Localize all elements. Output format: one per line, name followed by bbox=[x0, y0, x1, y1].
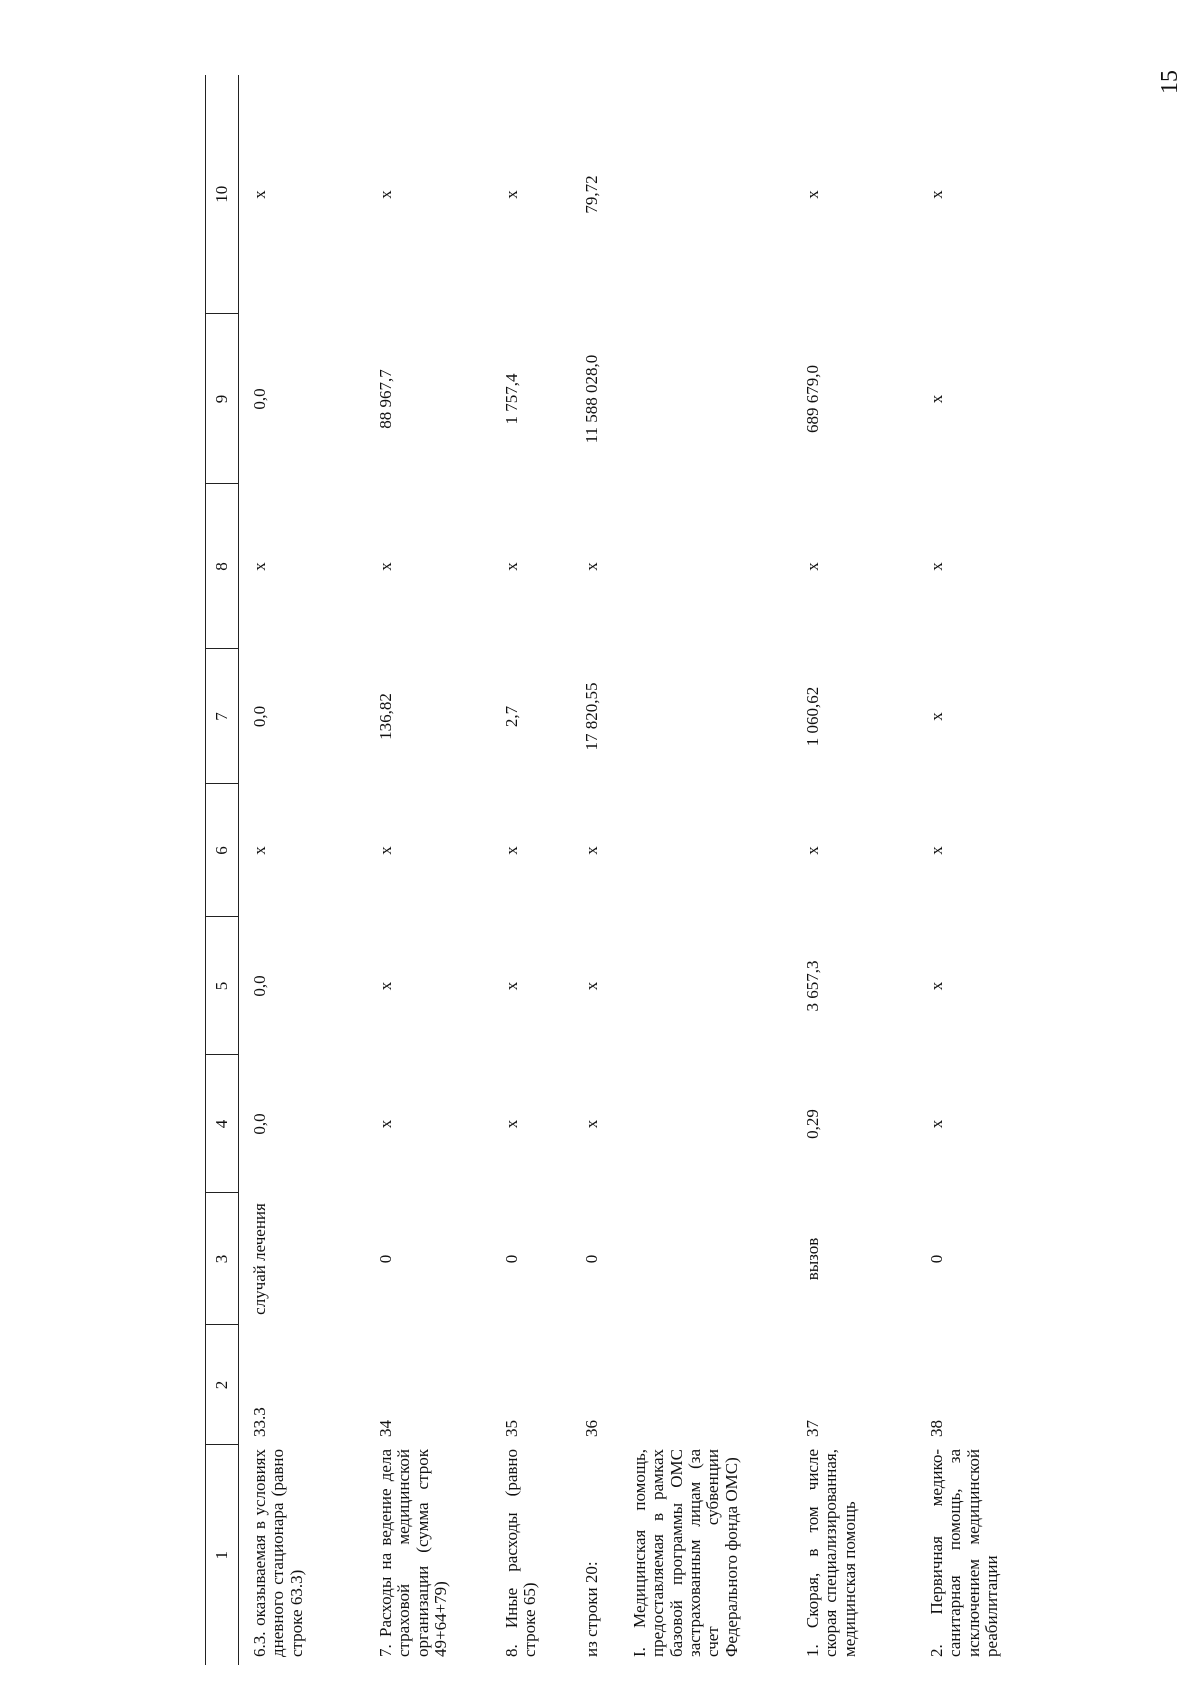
table-cell bbox=[619, 484, 792, 649]
table-row bbox=[916, 75, 1030, 1665]
table-cell: x bbox=[582, 981, 601, 991]
table-cell: x bbox=[502, 846, 521, 855]
row-code: 37 bbox=[803, 1420, 822, 1437]
row-code: 36 bbox=[582, 1420, 601, 1437]
table-cell: x bbox=[250, 846, 269, 855]
table-cell: 136,82 bbox=[376, 693, 395, 740]
table-cell: 2,7 bbox=[502, 705, 521, 728]
table-row bbox=[571, 75, 619, 1665]
row-name: 8. Иные расходы (равно строке 65) bbox=[502, 1449, 540, 1657]
table-row bbox=[491, 75, 571, 1665]
table-cell: 17 820,55 bbox=[582, 682, 601, 751]
table-cell: x bbox=[927, 981, 946, 991]
table-cell bbox=[619, 917, 792, 1055]
table-cell: x bbox=[927, 394, 946, 404]
column-header: 1 bbox=[206, 1445, 239, 1665]
table-cell: x bbox=[502, 190, 521, 199]
column-header: 7 bbox=[206, 649, 239, 784]
table-cell bbox=[619, 784, 792, 917]
table-cell bbox=[619, 649, 792, 784]
row-name: из строки 20: bbox=[582, 1561, 601, 1657]
row-unit: вызов bbox=[803, 1237, 822, 1281]
table-cell: x bbox=[376, 562, 395, 571]
column-header: 4 bbox=[206, 1055, 239, 1193]
row-code: 38 bbox=[927, 1420, 946, 1437]
row-code: 33.3 bbox=[250, 1407, 269, 1437]
table-cell: 1 060,62 bbox=[803, 686, 822, 747]
table-row bbox=[792, 75, 916, 1665]
table-cell: x bbox=[927, 712, 946, 721]
row-unit: 0 bbox=[582, 1254, 601, 1264]
table-cell bbox=[619, 75, 792, 314]
data-table bbox=[205, 75, 1030, 1665]
table-cell: x bbox=[502, 981, 521, 991]
table-row bbox=[619, 75, 792, 1665]
table-cell bbox=[619, 314, 792, 484]
table-cell: 79,72 bbox=[582, 175, 601, 214]
table-cell: 0,0 bbox=[250, 388, 269, 410]
row-unit: случай лечения bbox=[250, 1203, 269, 1315]
table-cell: x bbox=[376, 1119, 395, 1129]
row-unit: 0 bbox=[927, 1254, 946, 1264]
table-cell: x bbox=[502, 1119, 521, 1129]
table-cell: x bbox=[502, 562, 521, 571]
table-cell: x bbox=[927, 562, 946, 571]
table-row bbox=[239, 75, 366, 1665]
table-cell: x bbox=[376, 846, 395, 855]
table-cell: x bbox=[250, 190, 269, 199]
table-cell: x bbox=[803, 846, 822, 855]
table-cell: x bbox=[582, 846, 601, 855]
table-cell: x bbox=[803, 190, 822, 199]
table-cell: 0,0 bbox=[250, 705, 269, 728]
row-unit bbox=[619, 1193, 792, 1325]
table-cell: x bbox=[582, 1119, 601, 1129]
column-number-row bbox=[206, 75, 239, 1665]
table-cell: x bbox=[803, 562, 822, 571]
page-number: 15 bbox=[1156, 70, 1183, 94]
column-header: 2 bbox=[206, 1325, 239, 1445]
row-code bbox=[619, 1325, 792, 1445]
table-cell: 1 757,4 bbox=[502, 373, 521, 425]
row-name: 6.3. оказываемая в условиях дневного стационара (равно строке 63.3) bbox=[250, 1449, 306, 1657]
column-header: 10 bbox=[206, 75, 239, 314]
row-unit: 0 bbox=[502, 1254, 521, 1264]
row-name: I. Медицинская помощь, предоставляемая в рамках базовой программы ОМС застрахованным лицам (за счет субвенции Федерального фонда ОМС) bbox=[630, 1449, 741, 1657]
table-cell: 3 657,3 bbox=[803, 960, 822, 1012]
table-cell: x bbox=[927, 846, 946, 855]
table-row bbox=[365, 75, 491, 1665]
rotated-table-wrapper bbox=[205, 75, 1200, 1665]
column-header: 5 bbox=[206, 917, 239, 1055]
table-cell: 0,29 bbox=[803, 1109, 822, 1139]
column-header: 3 bbox=[206, 1193, 239, 1325]
row-name: 1. Скорая, в том числе скорая специализированная, медицинская помощь bbox=[803, 1449, 859, 1657]
table-cell: x bbox=[927, 1119, 946, 1129]
table-cell bbox=[619, 1055, 792, 1193]
table-cell: 11 588 028,0 bbox=[582, 354, 601, 444]
row-name: 2. Первичная медико-санитарная помощь, за исключением медицинской реабилитации bbox=[927, 1449, 1002, 1657]
column-header: 9 bbox=[206, 314, 239, 484]
table-cell: x bbox=[376, 981, 395, 991]
table-cell: x bbox=[376, 190, 395, 199]
column-header: 6 bbox=[206, 784, 239, 917]
row-code: 35 bbox=[502, 1420, 521, 1437]
table-cell: x bbox=[582, 562, 601, 571]
row-name: 7. Расходы на ведение дела страховой медицинской организации (сумма строк 49+64+79) bbox=[376, 1449, 451, 1657]
column-header: 8 bbox=[206, 484, 239, 649]
table-cell: x bbox=[927, 190, 946, 199]
row-unit: 0 bbox=[376, 1254, 395, 1264]
row-code: 34 bbox=[376, 1420, 395, 1437]
table-cell: x bbox=[250, 562, 269, 571]
table-cell: 0,0 bbox=[250, 1113, 269, 1135]
table-cell: 689 679,0 bbox=[803, 365, 822, 433]
table-cell: 88 967,7 bbox=[376, 369, 395, 429]
table-cell: 0,0 bbox=[250, 975, 269, 997]
